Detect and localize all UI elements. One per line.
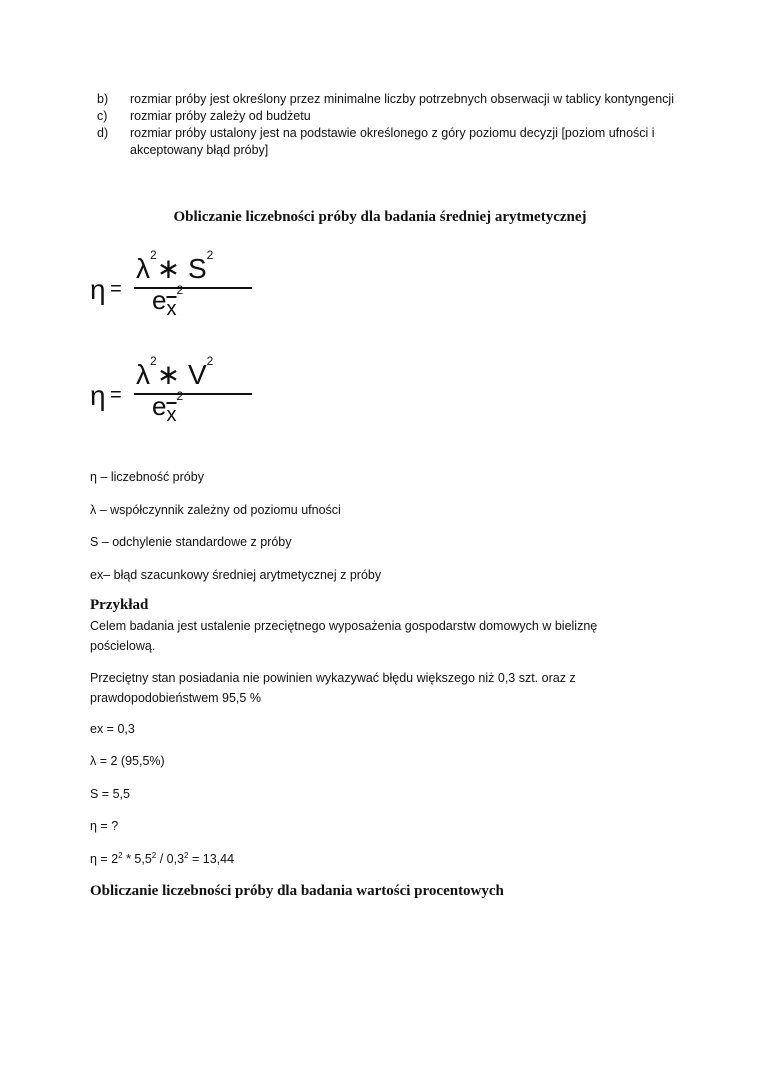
definition-lambda: λ – współczynnik zależny od poziomu ufności: [90, 503, 341, 517]
calc-mid-1: * 5,5: [122, 852, 152, 866]
list-item: [97, 108, 677, 125]
formula-denominator: [152, 283, 184, 320]
lambda-symbol: λ: [136, 359, 150, 390]
list-item-text: rozmiar próby jest określony przez minimalne liczby potrzebnych obserwacji w tablicy kontyngencji: [130, 92, 674, 106]
value-ex: ex = 0,3: [90, 722, 135, 736]
lambda-exponent: 2: [150, 248, 157, 262]
error-symbol: e: [152, 285, 167, 315]
list-item-letter: d): [97, 126, 109, 140]
example-text-1: Celem badania jest ustalenie przeciętnego wyposażenia gospodarstw domowych w bieliznę pościelową.: [90, 619, 598, 653]
value-s: S = 5,5: [90, 787, 130, 801]
heading-mean: Obliczanie liczebności próby dla badania średniej arytmetycznej: [173, 209, 587, 225]
value-eta: η = ?: [90, 819, 119, 833]
example-heading: Przykład: [90, 597, 149, 613]
list-item-text: rozmiar próby zależy od budżetu: [130, 109, 311, 123]
multiply-symbol: ∗: [156, 253, 181, 284]
variable-exponent: 2: [206, 354, 214, 368]
calculation: [90, 851, 234, 869]
calc-result: = 13,44: [188, 852, 235, 866]
calc-mid-2: / 0,3: [156, 852, 185, 866]
value-lambda: λ = 2 (95,5%): [90, 754, 165, 768]
list-item: [97, 91, 677, 108]
calc-prefix: η = 2: [90, 852, 119, 866]
definition-ex: ex– błąd szacunkowy średniej arytmetycznej z próby: [90, 568, 382, 582]
lambda-exponent: 2: [150, 354, 157, 368]
list-item-text: rozmiar próby ustalony jest na podstawie określonego z góry poziomu decyzji [poziom ufności i akceptowany błąd próby]: [130, 126, 655, 157]
definition-eta: η – liczebność próby: [90, 470, 204, 484]
calc-exp-1: 2: [118, 851, 123, 860]
variable-symbol: V: [187, 359, 207, 390]
error-exponent: 2: [176, 389, 184, 403]
variable-symbol: S: [187, 253, 207, 284]
error-subscript: x: [166, 298, 177, 320]
list-item-letter: c): [97, 109, 108, 123]
example-text-2: Przeciętny stan posiadania nie powinien wykazywać błędu większego niż 0,3 szt. oraz z prawdopodobieństwem 95,5 %: [90, 671, 576, 705]
formula-lhs: η: [90, 380, 106, 411]
options-list: [97, 91, 677, 159]
formula-equals: =: [110, 278, 122, 300]
list-item-letter: b): [97, 92, 109, 106]
formula-lhs: η: [90, 274, 106, 305]
formula-numerator: [136, 248, 214, 285]
error-subscript: x: [166, 404, 177, 426]
error-exponent: 2: [176, 283, 184, 297]
formula-numerator: [136, 354, 214, 391]
formula-equals: =: [110, 384, 122, 406]
list-item: [97, 125, 677, 159]
multiply-symbol: ∗: [156, 359, 181, 390]
heading-percent: Obliczanie liczebności próby dla badania wartości procentowych: [90, 883, 504, 899]
variable-exponent: 2: [206, 248, 214, 262]
error-symbol: e: [152, 391, 167, 421]
calc-exp-3: 2: [184, 851, 189, 860]
definition-s: S – odchylenie standardowe z próby: [90, 535, 292, 549]
lambda-symbol: λ: [136, 253, 150, 284]
calc-exp-2: 2: [151, 851, 157, 860]
formula-denominator: [152, 389, 184, 426]
